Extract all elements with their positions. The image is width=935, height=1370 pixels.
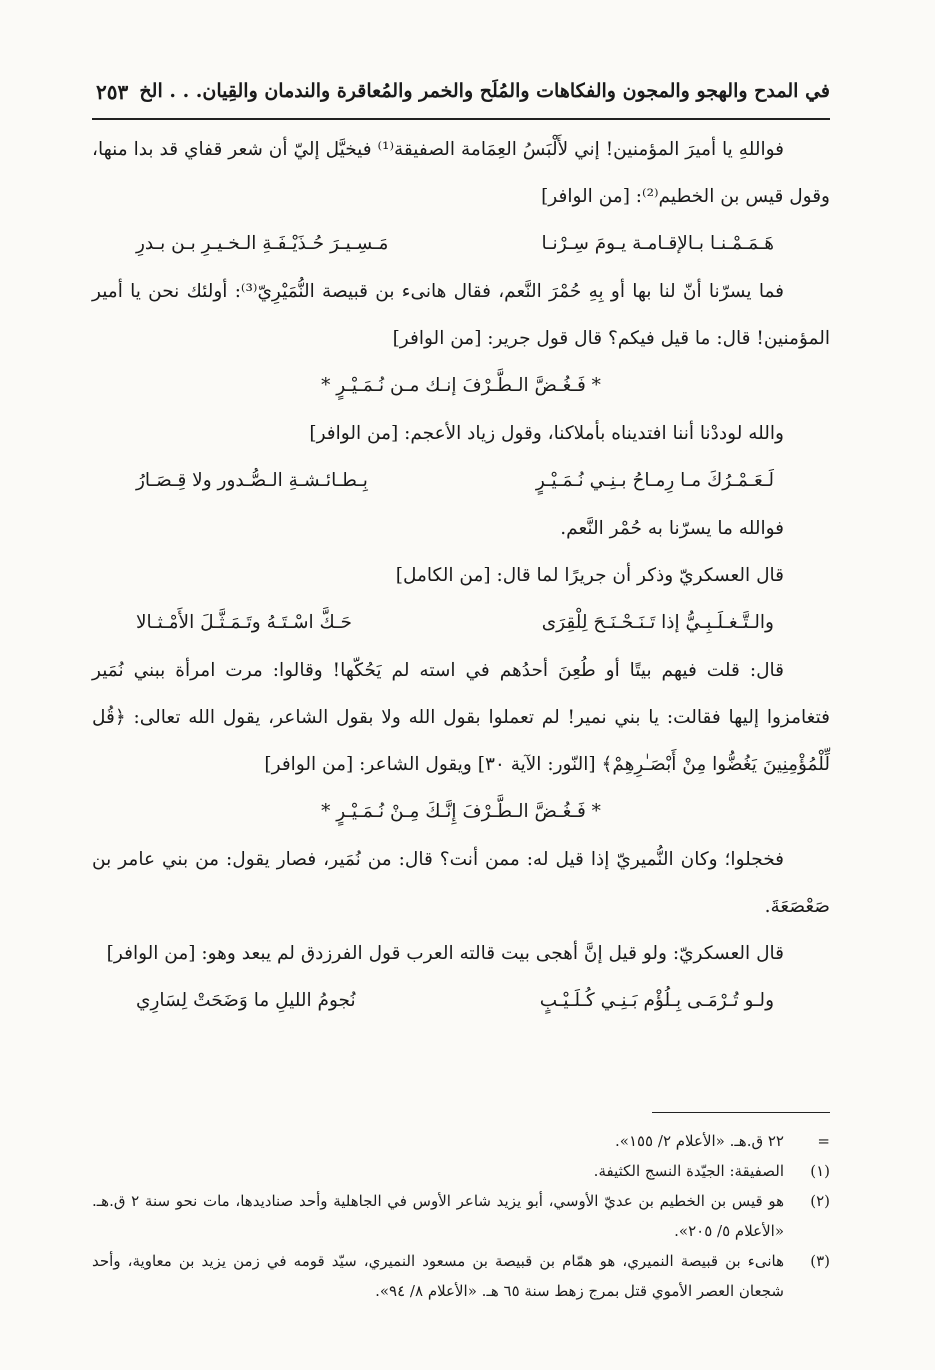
page-number: ٢٥٣	[96, 80, 129, 104]
verse-5: * فَـغُـضَّ الـطَّـرْفَ إِنَّـكَ مِـنْ نُـمَـيْـرٍ *	[321, 801, 601, 822]
running-header-title: في المدح والهجو والمجون والفكاهات والمُلَح والخمر والمُعاقرة والندمان والقِيان. . . الخ	[139, 80, 830, 102]
running-header	[92, 80, 830, 116]
footnote-text: الصفيقة: الجيّدة النسج الكثيفة.	[593, 1162, 784, 1180]
header-rule	[92, 118, 830, 120]
footnote-text: ٢٢ ق.هـ. «الأعلام ٢/ ١٥٥».	[614, 1132, 784, 1150]
footnote-mark: (٣)	[810, 1252, 830, 1270]
footnote-text: هانىء بن قبيصة النميري، هو همّام بن قبيصة بن مسعود النميري، سيّد قومه في زمن يزيد بن معاوية، وأحد شجعان العصر الأموي قتل بمرج زهط سنة ٦٥ هـ. «الأعلام ٨/ ٩٤».	[92, 1252, 784, 1300]
footnote-2	[92, 1186, 830, 1246]
verse-2: * فَـغُـضَّ الـطَّـرْفَ إنـك مـن نُـمَـيْـرٍ *	[321, 375, 601, 396]
paragraph-7: فخجلوا؛ وكان النُّميريّ إذا قيل له: ممن أنت؟ قال: من نُمَير، فصار يقول: من بني عامر بن صَعْصَعَةَ.	[92, 849, 830, 917]
main-text	[92, 126, 830, 1025]
verse-4-first-hemistich: والـتَّـغـلَـبِـيُّ إذا تَـنَـحْـنَـحَ لِلْقِرَى	[541, 612, 774, 633]
paragraph-8: قال العسكريّ: ولو قيل إنَّ أهجى بيت قالته العرب قول الفرزدق لم يبعد وهو: [من الوافر]	[106, 943, 784, 964]
verse-1-first-hemistich: هَـمَـمْـنـا بـالإقـامـة يـومَ سِـرْنـا	[541, 233, 774, 254]
paragraph-4: فوالله ما يسرّنا به حُمْر النَّعم.	[560, 518, 784, 539]
verse-1-second-hemistich: مَـسِـيـرَ حُـذَيْـفَـةِ الـخـيـرِ بـن بـدرِ	[136, 233, 389, 254]
footnote-mark: (١)	[810, 1162, 830, 1180]
verse-6-second-hemistich: نُجومُ الليلِ ما وَضَحَتْ لِسَارِي	[136, 990, 356, 1011]
verse-6	[92, 977, 830, 1025]
footnote-continuation	[92, 1126, 830, 1156]
paragraph-5: قال العسكريّ وذكر أن جريرًا لما قال: [من الكامل]	[395, 565, 784, 586]
footnote-3	[92, 1246, 830, 1306]
paragraph-2: فما يسرّنا أنّ لنا بها أو بِهِ حُمْرَ النَّعم، فقال هانىء بن قبيصة النُّمَيْرِيّ⁽³⁾: أولئك نحن يا أمير المؤمنين! قال: ما قيل فيكم؟ قال قول جرير: [من الوافر]	[92, 281, 830, 349]
paragraph-3: والله لوددْنا أننا افتديناه بأملاكنا، وقول زياد الأعجم: [من الوافر]	[309, 423, 784, 444]
footnote-rule	[652, 1112, 830, 1113]
verse-6-first-hemistich: ولـو تُـرْمَـى بِـلُؤْم بَـنِـي كُـلَـيْـبٍ	[539, 990, 774, 1011]
verse-3	[92, 457, 830, 505]
verse-1	[92, 220, 830, 268]
verse-4-second-hemistich: حَـكَّ اسْـتَـهُ وتَـمَـثَّـلَ الأَمْـثـالا	[136, 612, 352, 633]
footnote-mark: =	[817, 1132, 830, 1150]
footnote-1	[92, 1156, 830, 1186]
footnotes	[92, 1126, 830, 1306]
paragraph-6: قال: قلت فيهم بيتًا أو طُعِنَ أحدُهم في استه لم يَحُكّها! وقالوا: مرت امرأة ببني نُمَير فتغامزوا إليها فقالت: يا بني نمير! لم تعملوا بقول الله ولا بقول الشاعر، يقول الله تعالى: ﴿قُل لِّلْمُؤْمِنِينَ يَغُضُّوا مِنْ أَبْصَـٰرِهِمْ﴾ [النّور: الآية ٣٠] ويقول الشاعر: [من الوافر]	[92, 660, 830, 775]
footnote-mark: (٢)	[810, 1192, 830, 1210]
verse-3-first-hemistich: لَـعَـمْـرُكَ مـا رِمـاحُ بـنِـي نُـمَـيْـرٍ	[535, 470, 774, 491]
footnote-text: هو قيس بن الخطيم بن عديّ الأوسي، أبو يزيد شاعر الأوس في الجاهلية وأحد صناديدها، مات نحو سنة ٢ ق.هـ. «الأعلام ٥/ ٢٠٥».	[92, 1192, 784, 1240]
paragraph-1: فواللهِ يا أميرَ المؤمنين! إني لأَلْبَسُ العِمَامة الصفيقة⁽¹⁾ فيخيَّل إليّ أن شعر قفاي قد بدا منها، وقول قيس بن الخطيم⁽²⁾: [من الوافر]	[92, 139, 830, 207]
verse-3-second-hemistich: بِـطـائـشـةِ الـصُّـدور ولا قِـصَـارُ	[136, 470, 368, 491]
verse-4	[92, 599, 830, 647]
